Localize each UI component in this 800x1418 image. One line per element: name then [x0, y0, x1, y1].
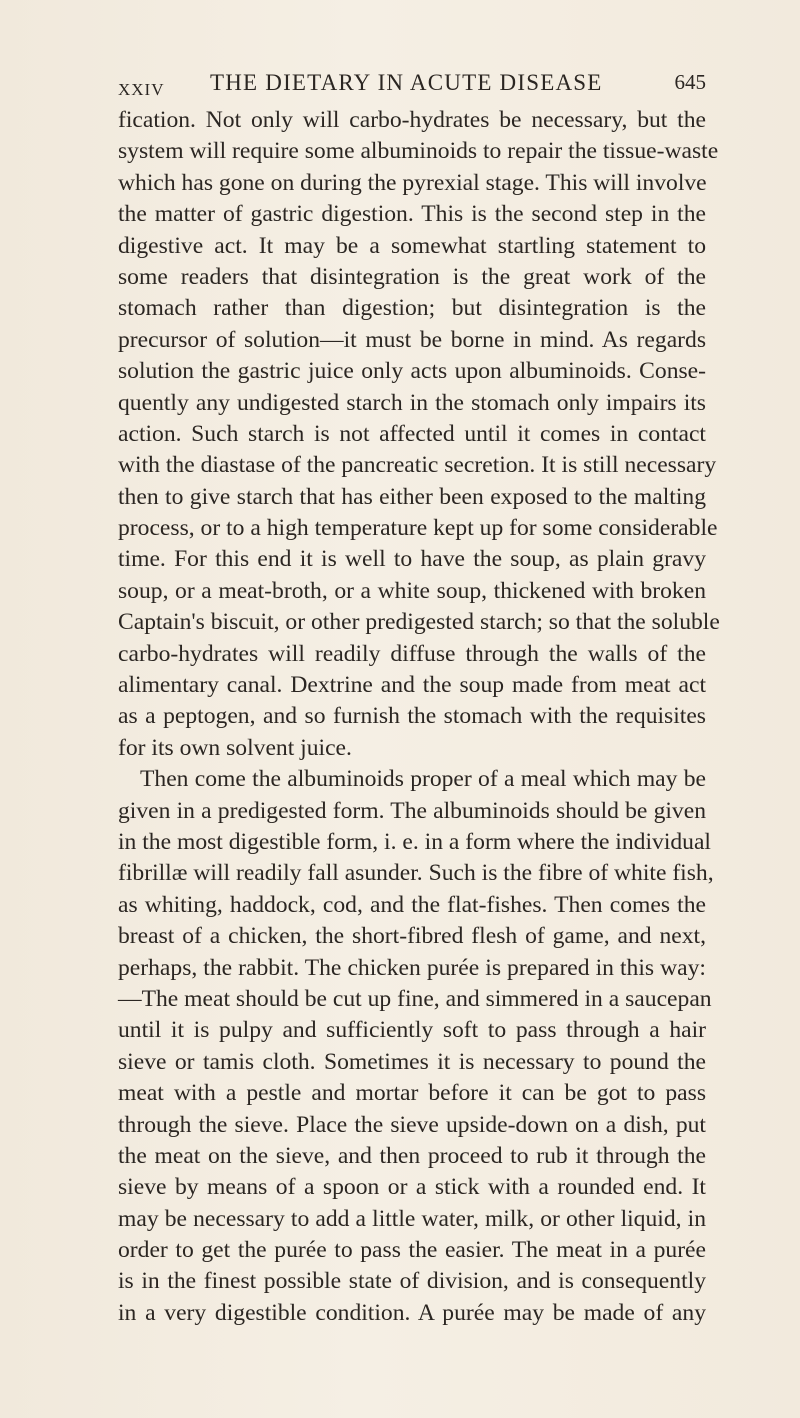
text-line: is in the finest possible state of division, and is consequently — [118, 1268, 706, 1295]
text-line: in the most digestible form, i. e. in a form where the individual — [118, 828, 711, 855]
text-line: action. Such starch is not affected until it comes in contact — [118, 420, 706, 447]
section-numeral: XXIV — [118, 80, 165, 99]
text-line: the matter of gastric digestion. This is the second step in the — [118, 201, 706, 228]
text-line: solution the gastric juice only acts upon albuminoids. Conse- — [118, 358, 706, 385]
body-text — [118, 105, 720, 1329]
text-line: quently any undigested starch in the stomach only impairs its — [118, 389, 706, 416]
text-line: alimentary canal. Dextrine and the soup made from meat act — [118, 672, 706, 699]
text-line: meat with a pestle and mortar before it can be got to pass — [118, 1080, 706, 1107]
running-head — [118, 70, 706, 100]
text-line: as a peptogen, and so furnish the stomach with the requisites — [118, 703, 706, 730]
text-line: some readers that disintegration is the great work of the — [118, 263, 706, 290]
text-line: in a very digestible condition. A purée may be made of any — [118, 1299, 706, 1326]
text-line: fication. Not only will carbo-hydrates be necessary, but the — [118, 107, 706, 133]
text-line: until it is pulpy and sufficiently soft to pass through a hair — [118, 1017, 706, 1044]
text-line: sieve by means of a spoon or a stick with a rounded end. It — [118, 1174, 706, 1201]
text-line: breast of a chicken, the short-fibred flesh of game, and next, — [118, 923, 706, 950]
text-line: may be necessary to add a little water, milk, or other liquid, in — [118, 1205, 706, 1232]
text-line: precursor of solution—it must be borne in mind. As regards — [118, 326, 706, 353]
paragraph-end-line: for its own solvent juice. — [118, 734, 352, 761]
text-line: stomach rather than digestion; but disintegration is the — [118, 295, 706, 322]
text-line: carbo-hydrates will readily diffuse through the walls of the — [118, 640, 706, 667]
text-line: time. For this end it is well to have the soup, as plain gravy — [118, 546, 706, 573]
text-line: process, or to a high temperature kept up for some considerable — [118, 515, 718, 542]
text-line: perhaps, the rabbit. The chicken purée is prepared in this way: — [118, 954, 706, 981]
text-line: then to give starch that has either been exposed to the malting — [118, 483, 706, 510]
running-title: THE DIETARY IN ACUTE DISEASE — [210, 70, 603, 95]
text-line: through the sieve. Place the sieve upside-down on a dish, put — [118, 1111, 706, 1138]
text-line: fibrillæ will readily fall asunder. Such is the fibre of white fish, — [118, 860, 714, 887]
text-line: which has gone on during the pyrexial stage. This will involve — [118, 169, 707, 196]
text-line: with the diastase of the pancreatic secretion. It is still necessary — [118, 452, 717, 479]
text-line: given in a predigested form. The albuminoids should be given — [118, 797, 706, 824]
text-line: order to get the purée to pass the easier. The meat in a purée — [118, 1237, 706, 1264]
text-line: system will require some albuminoids to repair the tissue-waste — [118, 138, 719, 165]
text-line: sieve or tamis cloth. Sometimes it is necessary to pound the — [118, 1048, 706, 1075]
text-line: digestive act. It may be a somewhat startling statement to — [118, 232, 706, 259]
paragraph-first-line: Then come the albuminoids proper of a meal which may be — [140, 766, 706, 793]
text-line: soup, or a meat-broth, or a white soup, thickened with broken — [118, 577, 706, 604]
text-line: —The meat should be cut up fine, and simmered in a saucepan — [118, 985, 712, 1012]
text-line: Captain's biscuit, or other predigested starch; so that the soluble — [118, 609, 720, 636]
page-number: 645 — [674, 70, 706, 94]
text-line: the meat on the sieve, and then proceed to rub it through the — [118, 1142, 706, 1169]
text-line: as whiting, haddock, cod, and the flat-fishes. Then comes the — [118, 891, 706, 918]
